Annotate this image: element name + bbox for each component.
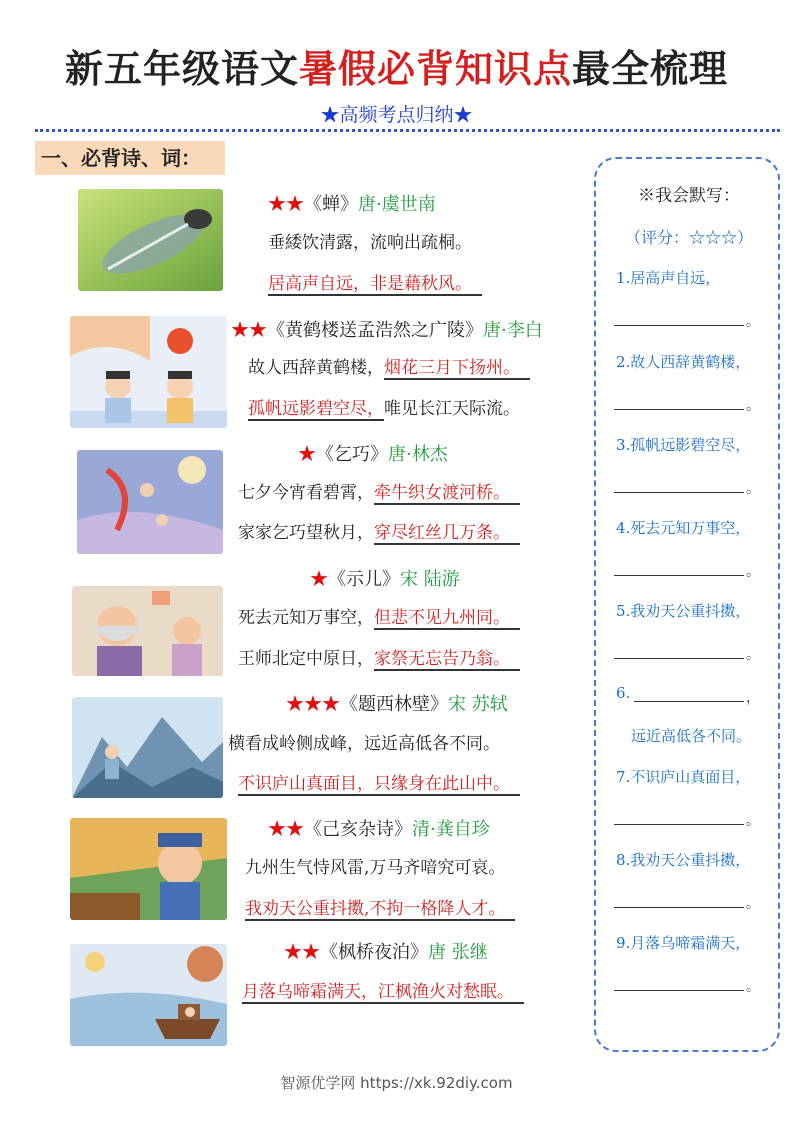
dictation-panel [594,157,780,1052]
poem-3-line-2 [238,522,520,544]
answer-blank-9[interactable] [614,990,744,991]
poem-5-name: 《题西林壁》 [340,694,448,715]
poem-1-stars: ★★ [268,194,304,215]
panel-heading: ※我会默写： [638,186,740,206]
period-9: 。 [746,979,760,995]
poem-6-line-2-answer: 我劝天公重抖擞,不拘一格降人才。 [245,899,515,921]
poem-6-author: 清·龚自珍 [412,819,490,840]
poem-3-name: 《乞巧》 [316,444,388,465]
poem-7-line-1-answer: 月落乌啼霜满天，江枫渔火对愁眠。 [242,982,524,1004]
poem-5-line-2-answer: 不识庐山真面目，只缘身在此山中。 [238,774,520,796]
poem-5-line-1-text: 横看成岭侧成峰，远近高低各不同。 [228,734,500,754]
poem-6-line-1 [245,857,505,879]
answer-blank-5[interactable] [614,658,744,659]
poem-2-name: 《黄鹤楼送孟浩然之广陵》 [267,320,483,341]
poem-5-line-1 [228,733,500,755]
period-4: 。 [746,564,760,580]
poem-4-line-1 [238,607,520,629]
poem-3-title [298,440,448,466]
answer-blank-6[interactable] [634,701,744,702]
poem-2-line-2 [248,398,520,420]
comma-6: ， [746,690,760,706]
panel-score: （评分：☆☆☆） [624,228,753,247]
answer-blank-1[interactable] [614,325,744,326]
poem-7-title [284,938,488,964]
poem-2-line-1-answer: 烟花三月下扬州。 [384,358,530,380]
period-5: 。 [746,647,760,663]
period-3: 。 [746,481,760,497]
jihai-poem-illustration [70,818,227,920]
answer-blank-4[interactable] [614,575,744,576]
period-2: 。 [746,398,760,414]
poem-7-stars: ★★ [284,942,320,963]
poem-4-author: 宋 陆游 [400,569,460,590]
poem-3-line-1-answer: 牵牛织女渡河桥。 [374,483,520,505]
poem-2-line-2-text: 唯见长江天际流。 [384,399,520,419]
period-8: 。 [746,896,760,912]
poem-2-line-2-answer: 孤帆远影碧空尽， [248,399,384,419]
footer-watermark: 智源优学网 https://xk.92diy.com [280,1074,513,1092]
question-9: 9.月落乌啼霜满天， [616,934,751,952]
poem-6-title [268,815,490,841]
question-3: 3.孤帆远影碧空尽， [616,436,751,454]
poem-4-line-2 [238,648,520,670]
poem-4-name: 《示儿》 [328,569,400,590]
poem-7-line-1 [242,981,524,1003]
poem-6-name: 《己亥杂诗》 [304,819,412,840]
poem-3-author: 唐·林杰 [388,444,448,465]
poem-4-line-2-text: 王师北定中原日， [238,649,374,669]
answer-blank-3[interactable] [614,492,744,493]
dotted-divider [35,129,780,132]
qiqiao-illustration [77,450,223,554]
answer-blank-2[interactable] [614,409,744,410]
poem-4-line-1-text: 死去元知万事空， [238,608,374,628]
poem-5-stars: ★★★ [286,694,340,715]
question-5: 5.我劝天公重抖擞， [616,602,751,620]
fengqiao-illustration [70,944,227,1046]
poem-2-line-1 [248,357,530,379]
poem-2-author: 唐·李白 [483,320,543,341]
title-part-3: 最全梳理 [572,46,729,91]
poem-4-title [310,565,460,591]
subtitle: ★高频考点归纳★ [320,104,473,126]
poem-3-line-2-text: 家家乞巧望秋月， [238,523,374,543]
poem-7-name: 《枫桥夜泊》 [320,942,428,963]
poem-4-line-2-answer: 家祭无忘告乃翁。 [374,649,520,671]
question-6-line-2: 远近高低各不同。 [631,727,752,745]
poem-3-stars: ★ [298,444,316,465]
xilin-wall-illustration [72,697,223,798]
period-1: 。 [746,314,760,330]
title-part-2: 暑假必背知识点 [298,46,572,91]
poem-6-line-1-text: 九州生气恃风雷,万马齐喑究可哀。 [245,858,506,878]
answer-blank-7[interactable] [614,824,744,825]
question-1: 1.居高声自远， [616,269,721,287]
question-8: 8.我劝天公重抖擞， [616,851,751,869]
poem-1-author: 唐·虞世南 [358,194,436,215]
poem-2-title [231,316,543,342]
poem-1-line-2-answer: 居高声自远，非是藉秋风。 [268,274,482,296]
poem-1-title [268,190,436,216]
answer-blank-8[interactable] [614,907,744,908]
poem-5-author: 宋 苏轼 [448,694,508,715]
question-4: 4.死去元知万事空， [616,519,751,537]
yellow-crane-tower-illustration [70,316,227,428]
poem-4-stars: ★ [310,569,328,590]
poem-1-name: 《蝉》 [304,194,358,215]
question-2: 2.故人西辞黄鹤楼， [616,353,751,371]
poem-3-line-1 [238,482,520,504]
period-7: 。 [746,813,760,829]
poem-1-line-2 [268,273,482,295]
title-part-1: 新五年级语文 [64,46,299,91]
section-heading: 一、必背诗、词： [35,141,225,175]
poem-7-author: 唐 张继 [428,942,488,963]
question-7: 7.不识庐山真面目， [616,768,751,786]
poem-5-line-2 [238,773,520,795]
poem-6-stars: ★★ [268,819,304,840]
poem-2-stars: ★★ [231,320,267,341]
poem-6-line-2 [245,898,515,920]
poem-3-line-1-text: 七夕今宵看碧霄， [238,483,374,503]
question-6: 6. [616,684,631,702]
shier-illustration [72,586,223,676]
poem-5-title [286,690,508,716]
cicada-illustration [78,189,223,291]
poem-2-line-1-text: 故人西辞黄鹤楼， [248,358,384,378]
page-title [0,38,793,93]
poem-4-line-1-answer: 但悲不见九州同。 [374,608,520,630]
poem-1-line-1 [268,232,472,254]
poem-1-line-1-text: 垂緌饮清露，流响出疏桐。 [268,233,472,253]
poem-3-line-2-answer: 穿尽红丝几万条。 [374,523,520,545]
